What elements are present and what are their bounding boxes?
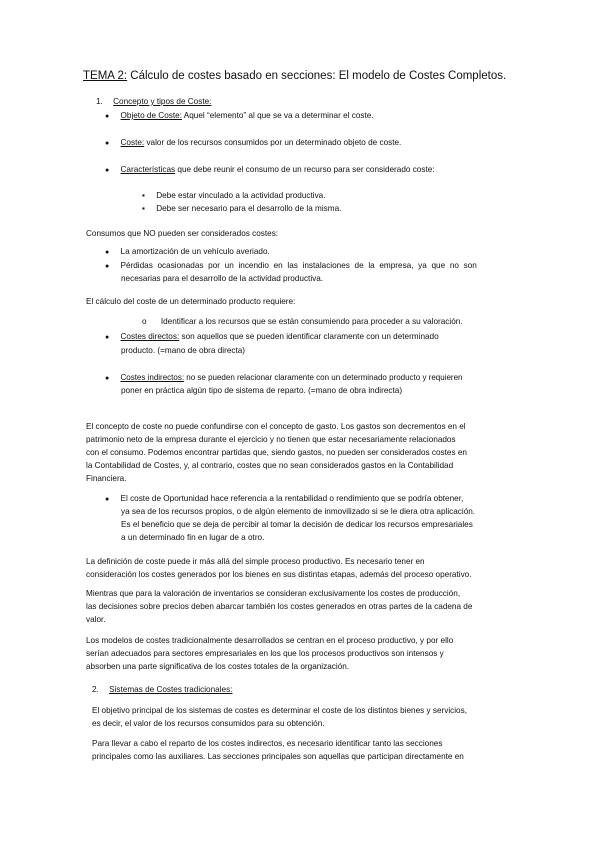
list-item-continuation: poner en práctica algún tipo de sistema de reparto. (=mano de obra indirecta) xyxy=(121,386,403,395)
list-item-continuation: ya sea de los recursos propios, o de algún elemento de inmovilizado si se le diera otra aplicación. xyxy=(121,507,476,516)
paragraph-line: patrimonio neto de la empresa durante el ejercicio y no tienen que estar necesariamente relacionados xyxy=(86,435,456,444)
title-prefix: TEMA 2: xyxy=(83,70,128,82)
list-item-continuation: a un determinado fin en lugar de a otro. xyxy=(121,533,265,542)
no-costs-intro: Consumos que NO pueden ser considerados costes: xyxy=(86,229,279,238)
circle-bullet-icon: o xyxy=(142,317,147,326)
bullet-icon: ● xyxy=(105,263,110,270)
list-item xyxy=(105,110,374,124)
item-term: Costes indirectos: xyxy=(120,373,185,382)
list-item xyxy=(105,164,435,178)
section-2-number: 2. xyxy=(92,685,99,694)
bullet-icon: ● xyxy=(105,140,110,147)
calc-intro: El cálculo del coste de un determinado producto requiere: xyxy=(86,297,296,306)
page-title xyxy=(83,70,523,82)
sub-item-text: Debe ser necesario para el desarrollo de la misma. xyxy=(156,204,342,213)
list-item-continuation: Es el beneficio que se deja de percibir al tomar la decisión de dedicar los recursos empresariales xyxy=(121,520,473,529)
item-text: son aquellos que se pueden identificar claramente con un determinado xyxy=(179,332,439,341)
list-item-continuation: producto. (=mano de obra directa) xyxy=(121,346,246,355)
sub-item-text: Debe estar vinculado a la actividad productiva. xyxy=(156,191,326,200)
list-item xyxy=(105,372,462,386)
square-bullet-icon: ▪ xyxy=(142,191,145,200)
paragraph-line: Financiera. xyxy=(86,474,127,483)
item-text: valor de los recursos consumidos por un determinado objeto de coste. xyxy=(144,138,402,147)
paragraph-line: consideración los costes generados por los bienes en sus distintas etapas, además del proceso operativo. xyxy=(86,570,472,579)
paragraph-line: con el consumo. Podemos encontrar partidas que, siendo gastos, no pueden ser considerados costes en xyxy=(86,448,467,457)
sub-list-item xyxy=(142,316,463,329)
item-term: Objeto de Coste: xyxy=(120,111,182,120)
list-item xyxy=(105,246,270,260)
bullet-icon: ● xyxy=(105,375,110,382)
section-1-label: Concepto y tipos de Coste: xyxy=(113,97,212,106)
title-rest: Cálculo de costes basado en secciones: El modelo de Costes Completos. xyxy=(127,70,507,82)
bullet-icon: ● xyxy=(105,167,110,174)
bullet-icon: ● xyxy=(105,496,110,503)
paragraph-line: principales como las auxiliares. Las secciones principales son aquellas que participan directamente en xyxy=(92,752,464,761)
paragraph-line: Para llevar a cabo el reparto de los costes indirectos, es necesario identificar tanto las secciones xyxy=(92,739,443,748)
sub-item-text: Identificar a los recursos que se están consumiendo para proceder a su valoración. xyxy=(160,317,463,326)
list-item xyxy=(105,260,477,274)
bullet-icon: ● xyxy=(105,113,110,120)
item-text: Aquel “elemento” al que se va a determinar el coste. xyxy=(181,111,374,120)
list-item-continuation: necesarias para el desarrollo de la actividad productiva. xyxy=(121,274,324,283)
section-1-number: 1. xyxy=(96,97,103,106)
paragraph-line: valor. xyxy=(86,615,106,624)
paragraph-line: absorben una parte significativa de los costes totales de la organización. xyxy=(86,662,350,671)
list-item xyxy=(105,493,463,507)
paragraph-line: El objetivo principal de los sistemas de costes es determinar el coste de los distintos bienes y servicios, xyxy=(92,706,467,715)
list-item-text: El coste de Oportunidad hace referencia a la rentabilidad o rendimiento que se podría obtener, xyxy=(120,494,464,503)
sub-list-item xyxy=(142,190,326,203)
paragraph-line: la Contabilidad de Costes, y, al contrario, costes que no sean considerados gastos en la Contabilidad xyxy=(86,461,454,470)
section-1-heading xyxy=(96,96,211,109)
section-2-heading xyxy=(92,684,232,697)
paragraph-line: serían adecuados para sectores empresariales en los que los procesos productivos son intensos y xyxy=(86,649,444,658)
bullet-icon: ● xyxy=(105,334,110,341)
item-term: Coste: xyxy=(120,138,145,147)
paragraph-line: es decir, el valor de los recursos consumidos para su obtención. xyxy=(92,719,325,728)
list-item xyxy=(105,137,401,151)
paragraph-line: las decisiones sobre precios deben abarcar también los costes generados en otras partes de la cadena de xyxy=(86,602,473,611)
square-bullet-icon: ▪ xyxy=(142,204,145,213)
bullet-icon: ● xyxy=(105,249,110,256)
list-item-text: Pérdidas ocasionadas por un incendio en las instalaciones de la empresa, ya que no son xyxy=(120,261,477,270)
item-term: Costes directos: xyxy=(120,332,180,341)
paragraph-line: La definición de coste puede ir más allá del simple proceso productivo. Es necesario tener en xyxy=(86,557,425,566)
paragraph-line: El concepto de coste no puede confundirse con el concepto de gasto. Los gastos son decrementos en el xyxy=(86,422,466,431)
section-2-label: Sistemas de Costes tradicionales: xyxy=(109,685,233,694)
list-item-text: La amortización de un vehículo averiado. xyxy=(120,247,270,256)
list-item xyxy=(105,331,439,345)
item-text: que debe reunir el consumo de un recurso para ser considerado coste: xyxy=(175,165,435,174)
item-term: Características xyxy=(120,165,176,174)
paragraph-line: Los modelos de costes tradicionalmente desarrollados se centran en el proceso productivo, y por ello xyxy=(86,636,454,645)
paragraph-line: Mientras que para la valoración de inventarios se consideran exclusivamente los costes de producción, xyxy=(86,589,461,598)
sub-list-item xyxy=(142,203,341,216)
item-text: no se pueden relacionar claramente con un determinado producto y requieren xyxy=(184,373,463,382)
